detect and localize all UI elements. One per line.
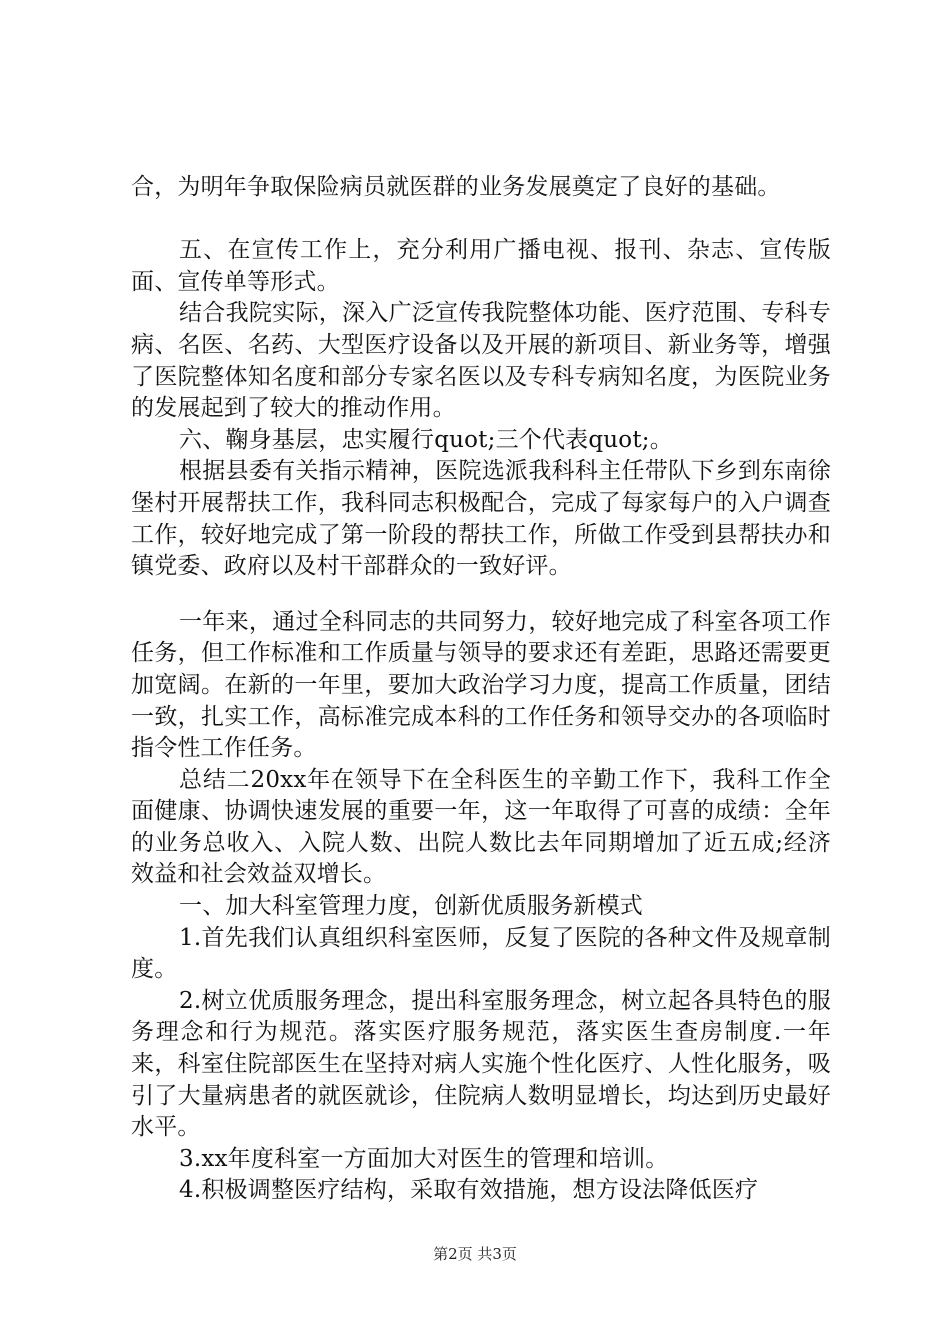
document-body xyxy=(131,172,831,1207)
paragraph-publicity: 五、在宣传工作上，充分利用广播电视、报刊、杂志、宣传版面、宣传单等形式。 xyxy=(131,237,831,295)
page-number-footer: 第2页 共3页 xyxy=(433,1245,517,1263)
paragraph-year-review: 一年来，通过全科同志的共同努力，较好地完成了科室各项工作任务，但工作标准和工作质量与领导的要求还有差距，思路还需要更加宽阔。在新的一年里，要加大政治学习力度，提高工作质量，团结一致，扎实工作，高标准完成本科的工作任务和领导交办的各项临时指令性工作任务。 xyxy=(131,608,831,762)
paragraph-summary: 总结二20xx年在领导下在全科医生的辛勤工作下，我科工作全面健康、协调快速发展的重要一年，这一年取得了可喜的成绩：全年的业务总收入、入院人数、出院人数比去年同期增加了近五成;经济效益和社会效益双增长。 xyxy=(131,766,831,888)
section-heading-management: 一、加大科室管理力度，创新优质服务新模式 xyxy=(179,893,643,920)
list-item-2: 2.树立优质服务理念，提出科室服务理念，树立起各具特色的服务理念和行为规范。落实医疗服务规范，落实医生查房制度.一年来，科室住院部医生在坚持对病人实施个性化医疗、人性化服务，吸引了大量病患者的就医就诊，住院病人数明显增长，均达到历史最好水平。 xyxy=(131,987,831,1141)
paragraph-assistance: 根据县委有关指示精神，医院选派我科科主任带队下乡到东南徐堡村开展帮扶工作，我科同志积极配合，完成了每家每户的入户调查工作，较好地完成了第一阶段的帮扶工作，所做工作受到县帮扶办和镇党委、政府以及村干部群众的一致好评。 xyxy=(131,458,831,580)
paragraph-publicity-detail: 结合我院实际，深入广泛宣传我院整体功能、医疗范围、专科专病、名医、名药、大型医疗设备以及开展的新项目、新业务等，增强了医院整体知名度和部分专家名医以及专科专病知名度，为医院业务的发展起到了较大的推动作用。 xyxy=(131,300,831,422)
list-item-1: 1.首先我们认真组织科室医师，反复了医院的各种文件及规章制度。 xyxy=(131,924,831,983)
list-item-3: 3.xx年度科室一方面加大对医生的管理和培训。 xyxy=(179,1145,669,1172)
paragraph-continuation: 合，为明年争取保险病员就医群的业务发展奠定了良好的基础。 xyxy=(131,174,781,200)
paragraph-grassroots: 六、鞠身基层，忠实履行quot;三个代表quot;。 xyxy=(179,426,673,453)
list-item-4: 4.积极调整医疗结构，采取有效措施，想方设法降低医疗 xyxy=(179,1177,759,1204)
